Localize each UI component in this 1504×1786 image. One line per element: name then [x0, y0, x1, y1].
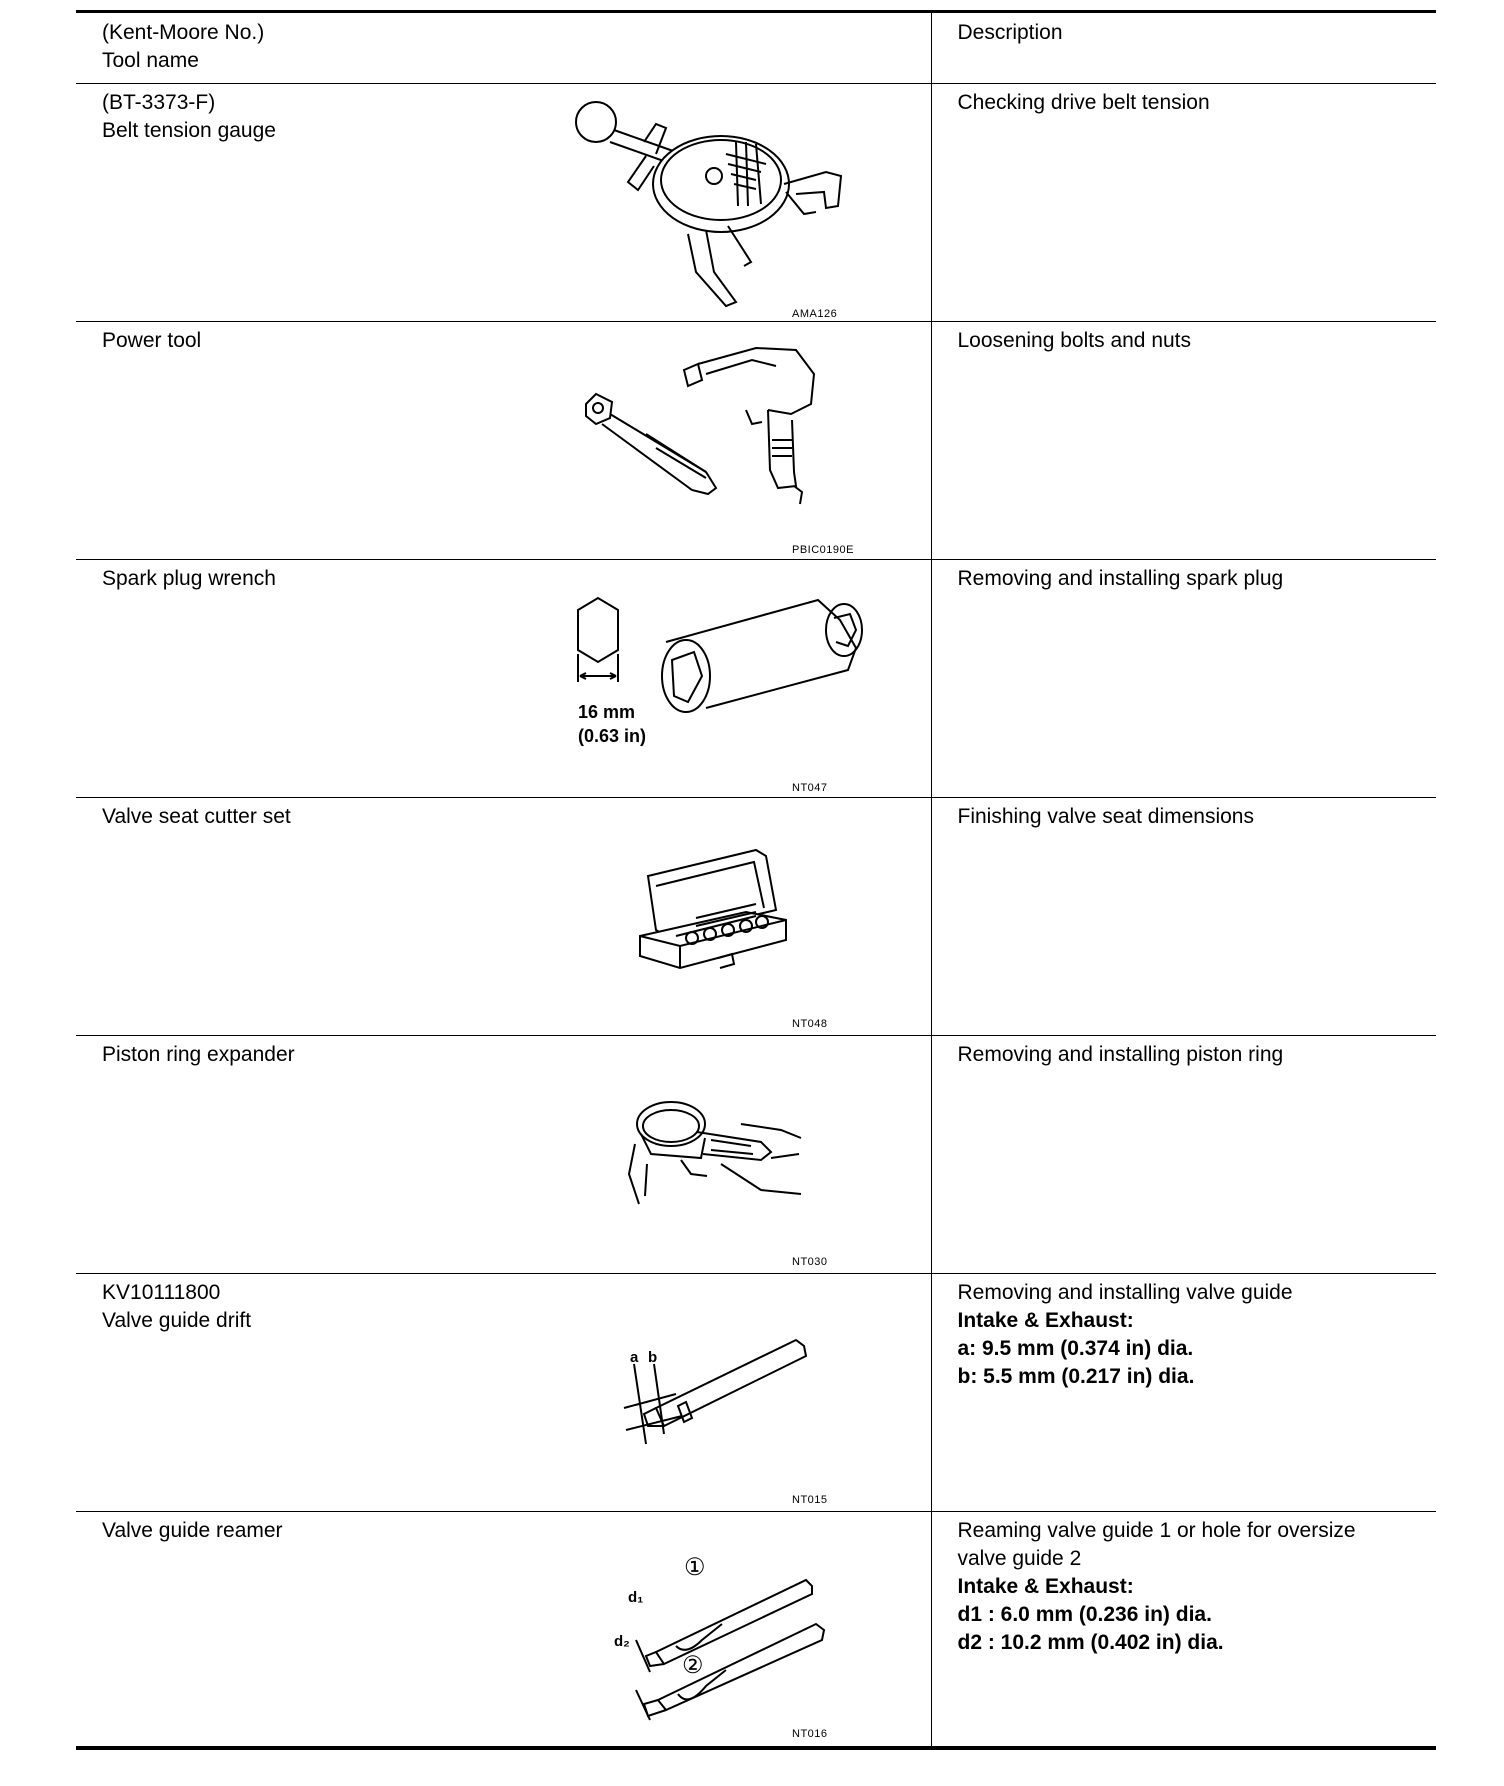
description-cell [931, 1274, 1436, 1512]
description-text: Loosening bolts and nuts [957, 329, 1192, 352]
description-cell [931, 322, 1436, 560]
header-description [931, 12, 1436, 84]
dimension-label-inches: (0.63 in) [578, 726, 647, 746]
tool-number: (BT-3373-F) [102, 91, 216, 114]
valve-guide-reamer-icon [616, 1560, 836, 1710]
dimension-b-label: b [648, 1349, 658, 1366]
table-row [76, 322, 1436, 560]
description-cell [931, 1036, 1436, 1274]
tool-cell [76, 84, 931, 322]
tool-name: Valve guide reamer [102, 1519, 283, 1542]
header-description-label: Description [957, 21, 1063, 44]
tool-cell [76, 560, 931, 798]
tool-name: Power tool [102, 329, 202, 352]
dimension-d1-label: d₁ [628, 1589, 644, 1606]
valve-seat-cutter-set-icon [636, 846, 796, 976]
description-cell [931, 798, 1436, 1036]
tool-cell [76, 1036, 931, 1274]
description-spec-heading: Intake & Exhaust: [957, 1575, 1134, 1598]
description-text-cont: valve guide 2 [957, 1547, 1082, 1570]
figure-code: NT048 [792, 1018, 828, 1030]
description-text: Removing and installing valve guide [957, 1281, 1293, 1304]
tool-name: Belt tension gauge [102, 119, 276, 142]
tool-cell [76, 1274, 931, 1512]
callout-1: ① [684, 1554, 706, 1581]
tool-name: Valve seat cutter set [102, 805, 291, 828]
table-row [76, 798, 1436, 1036]
description-spec-a: a: 9.5 mm (0.374 in) dia. [957, 1337, 1194, 1360]
belt-tension-gauge-icon [556, 94, 856, 294]
description-spec-d2: d2 : 10.2 mm (0.402 in) dia. [957, 1631, 1224, 1654]
tool-name: Spark plug wrench [102, 567, 276, 590]
description-spec-b: b: 5.5 mm (0.217 in) dia. [957, 1365, 1195, 1388]
table-header-row [76, 12, 1436, 84]
description-text: Removing and installing piston ring [957, 1043, 1284, 1066]
tool-cell [76, 322, 931, 560]
figure-code: NT047 [792, 782, 828, 794]
table-row [76, 1036, 1436, 1274]
description-spec-d1: d1 : 6.0 mm (0.236 in) dia. [957, 1603, 1212, 1626]
tool-number: KV10111800 [102, 1281, 221, 1304]
figure-code: AMA126 [792, 308, 838, 320]
description-cell [931, 560, 1436, 798]
tool-cell [76, 798, 931, 1036]
callout-2: ② [682, 1652, 704, 1679]
figure-code: PBIC0190E [792, 544, 854, 556]
power-tool-icon [556, 344, 856, 514]
description-text: Checking drive belt tension [957, 91, 1210, 114]
tool-name: Piston ring expander [102, 1043, 295, 1066]
figure-code: NT016 [792, 1728, 828, 1740]
dimension-label: 16 mm [578, 702, 636, 722]
description-text: Reaming valve guide 1 or hole for oversize [957, 1519, 1356, 1542]
dimension-d2-label: d₂ [614, 1633, 630, 1650]
header-kent-moore-label: (Kent-Moore No.) [102, 21, 265, 44]
table-row [76, 1512, 1436, 1748]
dimension-a-label: a [630, 1349, 639, 1366]
piston-ring-expander-icon [621, 1094, 811, 1224]
figure-code: NT015 [792, 1494, 828, 1506]
table-row [76, 84, 1436, 322]
description-cell [931, 1512, 1436, 1748]
table-row [76, 1274, 1436, 1512]
description-cell [931, 84, 1436, 322]
tool-name: Valve guide drift [102, 1309, 252, 1332]
tool-cell [76, 1512, 931, 1748]
special-tools-table [76, 10, 1436, 1750]
valve-guide-drift-icon [616, 1334, 816, 1464]
header-tool-name [76, 12, 931, 84]
figure-code: NT030 [792, 1256, 828, 1268]
table-row [76, 560, 1436, 798]
header-tool-name-label: Tool name [102, 49, 199, 72]
description-text: Removing and installing spark plug [957, 567, 1284, 590]
description-text: Finishing valve seat dimensions [957, 805, 1254, 828]
description-spec-heading: Intake & Exhaust: [957, 1309, 1134, 1332]
